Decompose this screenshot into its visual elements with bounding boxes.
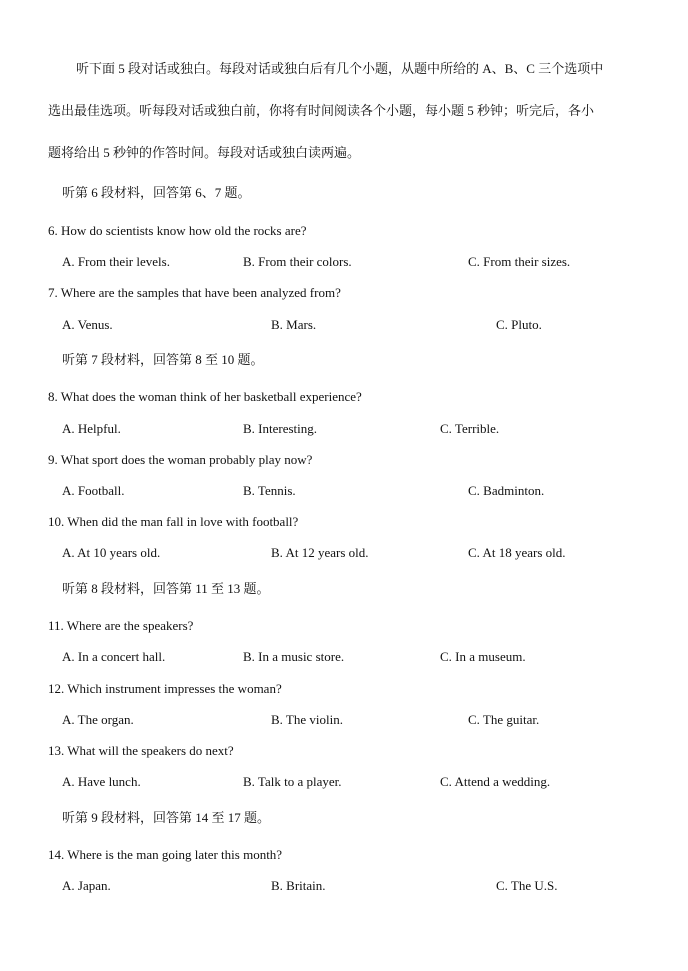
- option-c: C. At 18 years old.: [468, 545, 566, 560]
- section-heading: 听第 6 段材料，回答第 6、7 题。: [62, 185, 251, 200]
- option-c: C. The U.S.: [496, 878, 558, 893]
- option-b: B. Britain.: [271, 878, 326, 893]
- question-text: 13. What will the speakers do next?: [48, 743, 234, 758]
- option-a: A. At 10 years old.: [62, 545, 161, 560]
- question-text: 11. Where are the speakers?: [48, 618, 194, 633]
- intro-line-2: 选出最佳选项。听每段对话或独白前，你将有时间阅读各个小题，每小题 5 秒钟；听完后，各小: [48, 103, 595, 118]
- section-heading: 听第 9 段材料，回答第 14 至 17 题。: [62, 810, 271, 825]
- option-c: C. Badminton.: [468, 483, 545, 498]
- option-c: C. Terrible.: [440, 421, 500, 436]
- option-a: A. Have lunch.: [62, 774, 141, 789]
- option-b: B. In a music store.: [243, 649, 345, 664]
- intro-line-1: 听下面 5 段对话或独白。每段对话或独白后有几个小题，从题中所给的 A、B、C 三个选项中: [76, 61, 604, 76]
- option-a: A. Venus.: [62, 317, 113, 332]
- option-c: C. Pluto.: [496, 317, 542, 332]
- intro-line-3: 题将给出 5 秒钟的作答时间。每段对话或独白读两遍。: [48, 145, 361, 160]
- option-c: C. From their sizes.: [468, 254, 571, 269]
- option-b: B. Interesting.: [243, 421, 318, 436]
- section-heading: 听第 7 段材料，回答第 8 至 10 题。: [62, 352, 264, 367]
- option-b: B. At 12 years old.: [271, 545, 369, 560]
- option-b: B. Talk to a player.: [243, 774, 342, 789]
- option-a: A. In a concert hall.: [62, 649, 166, 664]
- option-a: A. Japan.: [62, 878, 111, 893]
- option-a: A. Football.: [62, 483, 125, 498]
- option-b: B. Tennis.: [243, 483, 296, 498]
- question-text: 7. Where are the samples that have been analyzed from?: [48, 285, 341, 300]
- option-c: C. Attend a wedding.: [440, 774, 551, 789]
- option-a: A. The organ.: [62, 712, 134, 727]
- question-text: 10. When did the man fall in love with football?: [48, 514, 299, 529]
- question-text: 14. Where is the man going later this month?: [48, 847, 283, 862]
- option-a: A. From their levels.: [62, 254, 170, 269]
- option-c: C. The guitar.: [468, 712, 540, 727]
- question-text: 6. How do scientists know how old the rocks are?: [48, 223, 307, 238]
- section-heading: 听第 8 段材料，回答第 11 至 13 题。: [62, 581, 270, 596]
- question-text: 12. Which instrument impresses the woman?: [48, 681, 282, 696]
- option-b: B. The violin.: [271, 712, 343, 727]
- option-a: A. Helpful.: [62, 421, 121, 436]
- option-b: B. Mars.: [271, 317, 317, 332]
- question-text: 9. What sport does the woman probably play now?: [48, 452, 313, 467]
- option-c: C. In a museum.: [440, 649, 526, 664]
- question-text: 8. What does the woman think of her basketball experience?: [48, 389, 362, 404]
- option-b: B. From their colors.: [243, 254, 352, 269]
